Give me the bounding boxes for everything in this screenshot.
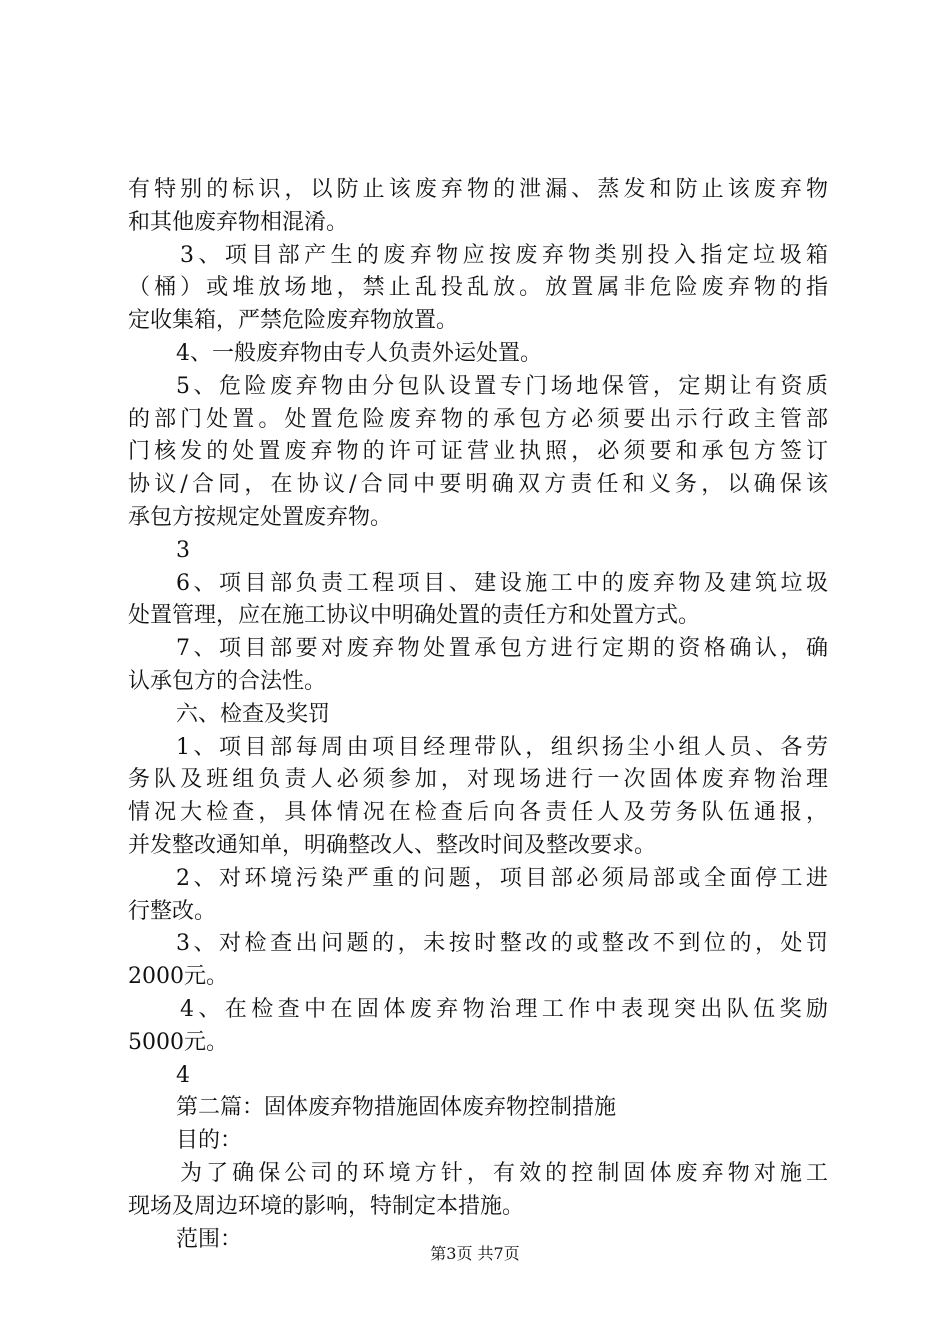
text-line: 务队及班组负责人必须参加，对现场进行一次固体废弃物治理	[128, 767, 828, 793]
text-line: 4、在检查中在固体废弃物治理工作中表现突出队伍奖励	[180, 996, 828, 1022]
text-line: 并发整改通知单，明确整改人、整改时间及整改要求。	[128, 832, 657, 858]
text-line: 处置管理，应在施工协议中明确处置的责任方和处置方式。	[128, 603, 701, 629]
section-title: 第二篇：固体废弃物措施固体废弃物控制措施	[176, 1095, 617, 1121]
text-line: 3、项目部产生的废弃物应按废弃物类别投入指定垃圾箱	[180, 242, 828, 268]
text-line: 的部门处置。处置危险废弃物的承包方必须要出示行政主管部	[128, 406, 828, 432]
text-line: 和其他废弃物相混淆。	[128, 209, 349, 235]
page-footer: 第3页 共7页	[430, 1244, 520, 1263]
section-heading: 目的：	[176, 1128, 243, 1154]
text-line: 为了确保公司的环境方针，有效的控制固体废弃物对施工	[180, 1160, 828, 1186]
text-line: （桶）或堆放场地，禁止乱投乱放。放置属非危险废弃物的指	[128, 275, 828, 301]
text-line: 1、项目部每周由项目经理带队，组织扬尘小组人员、各劳	[176, 734, 828, 760]
text-line: 协议/合同，在协议/合同中要明确双方责任和义务，以确保该	[128, 472, 828, 498]
text-line: 5、危险废弃物由分包队设置专门场地保管，定期让有资质	[176, 373, 828, 399]
text-line: 5000元。	[128, 1029, 228, 1055]
text-line: 2000元。	[128, 964, 228, 990]
text-line: 定收集箱，严禁危险废弃物放置。	[128, 308, 459, 334]
text-line: 2、对环境污染严重的问题，项目部必须局部或全面停工进	[176, 865, 828, 891]
text-line: 有特别的标识，以防止该废弃物的泄漏、蒸发和防止该废弃物	[128, 177, 828, 202]
text-line: 4、一般废弃物由专人负责外运处置。	[176, 340, 542, 366]
text-line: 门核发的处置废弃物的许可证营业执照，必须要和承包方签订	[128, 439, 828, 465]
page-number-marker: 4	[176, 1062, 190, 1088]
text-line: 7、项目部要对废弃物处置承包方进行定期的资格确认，确	[176, 636, 828, 662]
section-heading: 六、检查及奖罚	[176, 701, 331, 727]
text-line: 认承包方的合法性。	[128, 668, 327, 694]
text-line: 情况大检查，具体情况在检查后向各责任人及劳务队伍通报，	[128, 800, 828, 826]
text-line: 6、项目部负责工程项目、建设施工中的废弃物及建筑垃圾	[176, 570, 828, 596]
text-line: 承包方按规定处置废弃物。	[128, 504, 393, 530]
text-line: 现场及周边环境的影响，特制定本措施。	[128, 1193, 525, 1219]
text-line: 3、对检查出问题的，未按时整改的或整改不到位的，处罚	[176, 931, 828, 957]
section-heading: 范围：	[176, 1226, 243, 1252]
text-line: 行整改。	[128, 898, 217, 924]
page-number-marker: 3	[176, 537, 190, 563]
document-body	[128, 174, 828, 1256]
